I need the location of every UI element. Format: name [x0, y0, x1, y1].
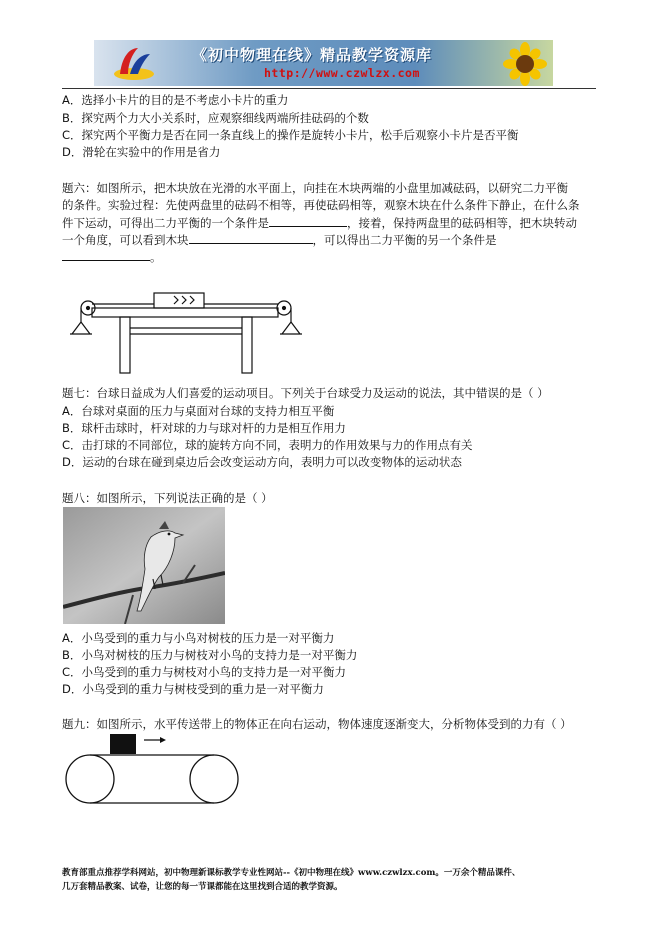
site-logo-icon	[112, 44, 156, 82]
left-roller	[66, 755, 114, 803]
wooden-block	[154, 293, 204, 308]
sunflower-icon	[501, 42, 549, 86]
bird-photo	[63, 507, 225, 624]
q6-blank-1[interactable]	[269, 214, 347, 227]
footer-line-2: 几万套精品教案、试卷，让您的每一节课都能在这里找到合适的教学资源。	[62, 882, 343, 892]
left-weight-pan	[70, 322, 92, 334]
header-banner	[94, 40, 553, 86]
q6-line-3-start: 件下运动，可得出二力平衡的一个条件是	[62, 216, 269, 230]
q5-option-a: A．选择小卡片的目的是不考虑小卡片的重力	[62, 93, 289, 107]
q6-line-5-end: 。	[150, 250, 162, 264]
velocity-arrow-icon	[160, 737, 166, 743]
q8-option-b: B．小鸟对树枝的压力与树枝对小鸟的支持力是一对平衡力	[62, 648, 358, 662]
q6-line-5	[62, 248, 162, 265]
table-top	[92, 308, 278, 317]
conveyor-belt-figure	[64, 732, 242, 806]
q5-option-b: B．探究两个力大小关系时，应观察细线两端所挂砝码的个数	[62, 111, 369, 125]
right-roller	[190, 755, 238, 803]
right-weight-pan	[280, 322, 302, 334]
q8-option-d: D．小鸟受到的重力与树枝受到的重力是一对平衡力	[62, 682, 324, 696]
header-divider	[62, 88, 596, 89]
footer	[62, 866, 602, 894]
banner-title: 《初中物理在线》精品教学资源库	[192, 46, 433, 64]
moving-object	[110, 734, 136, 754]
q7-option-a: A．台球对桌面的压力与桌面对台球的支持力相互平衡	[62, 404, 335, 418]
q8-option-a: A．小鸟受到的重力与小鸟对树枝的压力是一对平衡力	[62, 631, 335, 645]
q8-stem: 题八：如图所示，下列说法正确的是（ ）	[62, 491, 273, 505]
q6-line-2: 的条件。实验过程：先使两盘里的砝码不相等，再使砝码相等，观察木块在什么条件下静止，在什么条	[62, 198, 580, 212]
q6-line-4-start: 一个角度，可以看到木块	[62, 233, 189, 247]
q6-line-4	[62, 231, 497, 248]
q9-stem: 题九：如图所示，水平传送带上的物体正在向右运动，物体速度逐渐变大，分析物体受到的力有（ ）	[62, 717, 572, 731]
banner-url[interactable]: http://www.czwlzx.com	[264, 66, 420, 80]
q6-line-4-end: ，可以得出二力平衡的另一个条件是	[312, 233, 497, 247]
pulley-table-figure	[66, 284, 306, 376]
q6-blank-2[interactable]	[189, 231, 313, 244]
q7-option-b: B．球杆击球时，杆对球的力与球对杆的力是相互作用力	[62, 421, 346, 435]
q6-line-1: 题六：如图所示，把木块放在光滑的水平面上，向挂在木块两端的小盘里加减砝码，以研究二力平衡	[62, 181, 568, 195]
q6-blank-3[interactable]	[62, 248, 150, 261]
q7-option-d: D．运动的台球在碰到桌边后会改变运动方向，表明力可以改变物体的运动状态	[62, 455, 462, 469]
q6-line-3	[62, 214, 577, 231]
q5-option-c: C．探究两个平衡力是否在同一条直线上的操作是旋转小卡片，松手后观察小卡片是否平衡	[62, 128, 519, 142]
q8-option-c: C．小鸟受到的重力与树枝对小鸟的支持力是一对平衡力	[62, 665, 347, 679]
q6-line-3-end: ，接着，保持两盘里的砝码相等，把木块转动	[347, 216, 577, 230]
q7-stem: 题七：台球日益成为人们喜爱的运动项目。下列关于台球受力及运动的说法，其中错误的是（ ）	[62, 386, 549, 400]
q5-option-d: D．滑轮在实验中的作用是省力	[62, 145, 221, 159]
q7-option-c: C．击打球的不同部位，球的旋转方向不同，表明力的作用效果与力的作用点有关	[62, 438, 473, 452]
footer-line-1: 教育部重点推荐学科网站，初中物理新课标教学专业性网站--《初中物理在线》www.czwlzx.com。一万余个精品课件、	[62, 868, 521, 878]
